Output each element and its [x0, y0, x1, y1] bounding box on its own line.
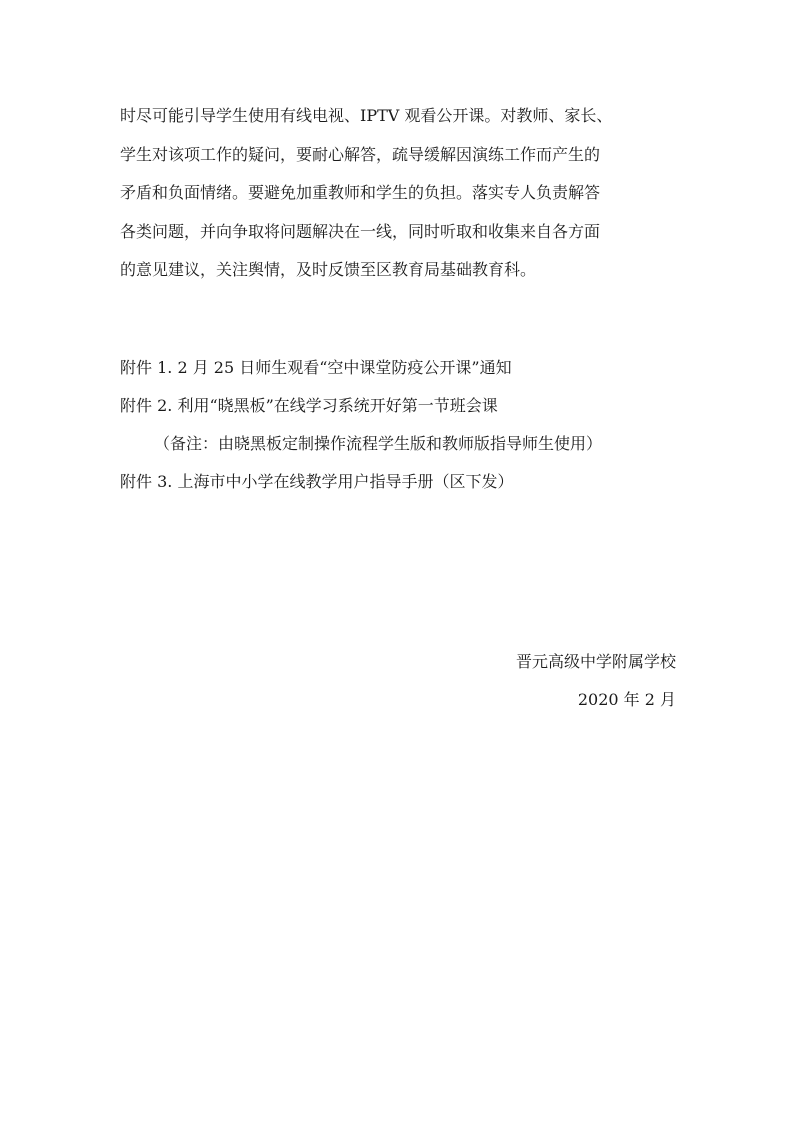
body-line-3: 矛盾和负面情绪。要避免加重教师和学生的负担。落实专人负责解答	[120, 183, 601, 202]
signature-date: 2020 年 2 月	[577, 690, 676, 709]
attachment-1: 附件 1. 2 月 25 日师生观看“空中课堂防疫公开课”通知	[120, 358, 512, 377]
body-paragraph	[120, 97, 680, 290]
body-line-4: 各类问题，并向争取将问题解决在一线，同时听取和收集来自各方面	[120, 221, 601, 241]
body-line-1: 时尽可能引导学生使用有线电视、IPTV 观看公开课。对教师、家长、	[120, 106, 613, 125]
attachment-2: 附件 2. 利用“晓黑板”在线学习系统开好第一节班会课	[120, 396, 498, 415]
signature-organization: 晋元高级中学附属学校	[515, 652, 676, 671]
attachment-list	[120, 349, 700, 501]
attachment-2-note: （备注：由晓黑板定制操作流程学生版和教师版指导师生使用）	[154, 434, 603, 453]
body-line-5: 的意见建议，关注舆情，及时反馈至区教育局基础教育科。	[120, 260, 537, 279]
body-line-2: 学生对该项工作的疑问，要耐心解答，疏导缓解因演练工作而产生的	[120, 144, 601, 164]
signature-block	[516, 643, 676, 719]
attachment-3: 附件 3. 上海市中小学在线教学用户指导手册（区下发）	[120, 472, 514, 491]
